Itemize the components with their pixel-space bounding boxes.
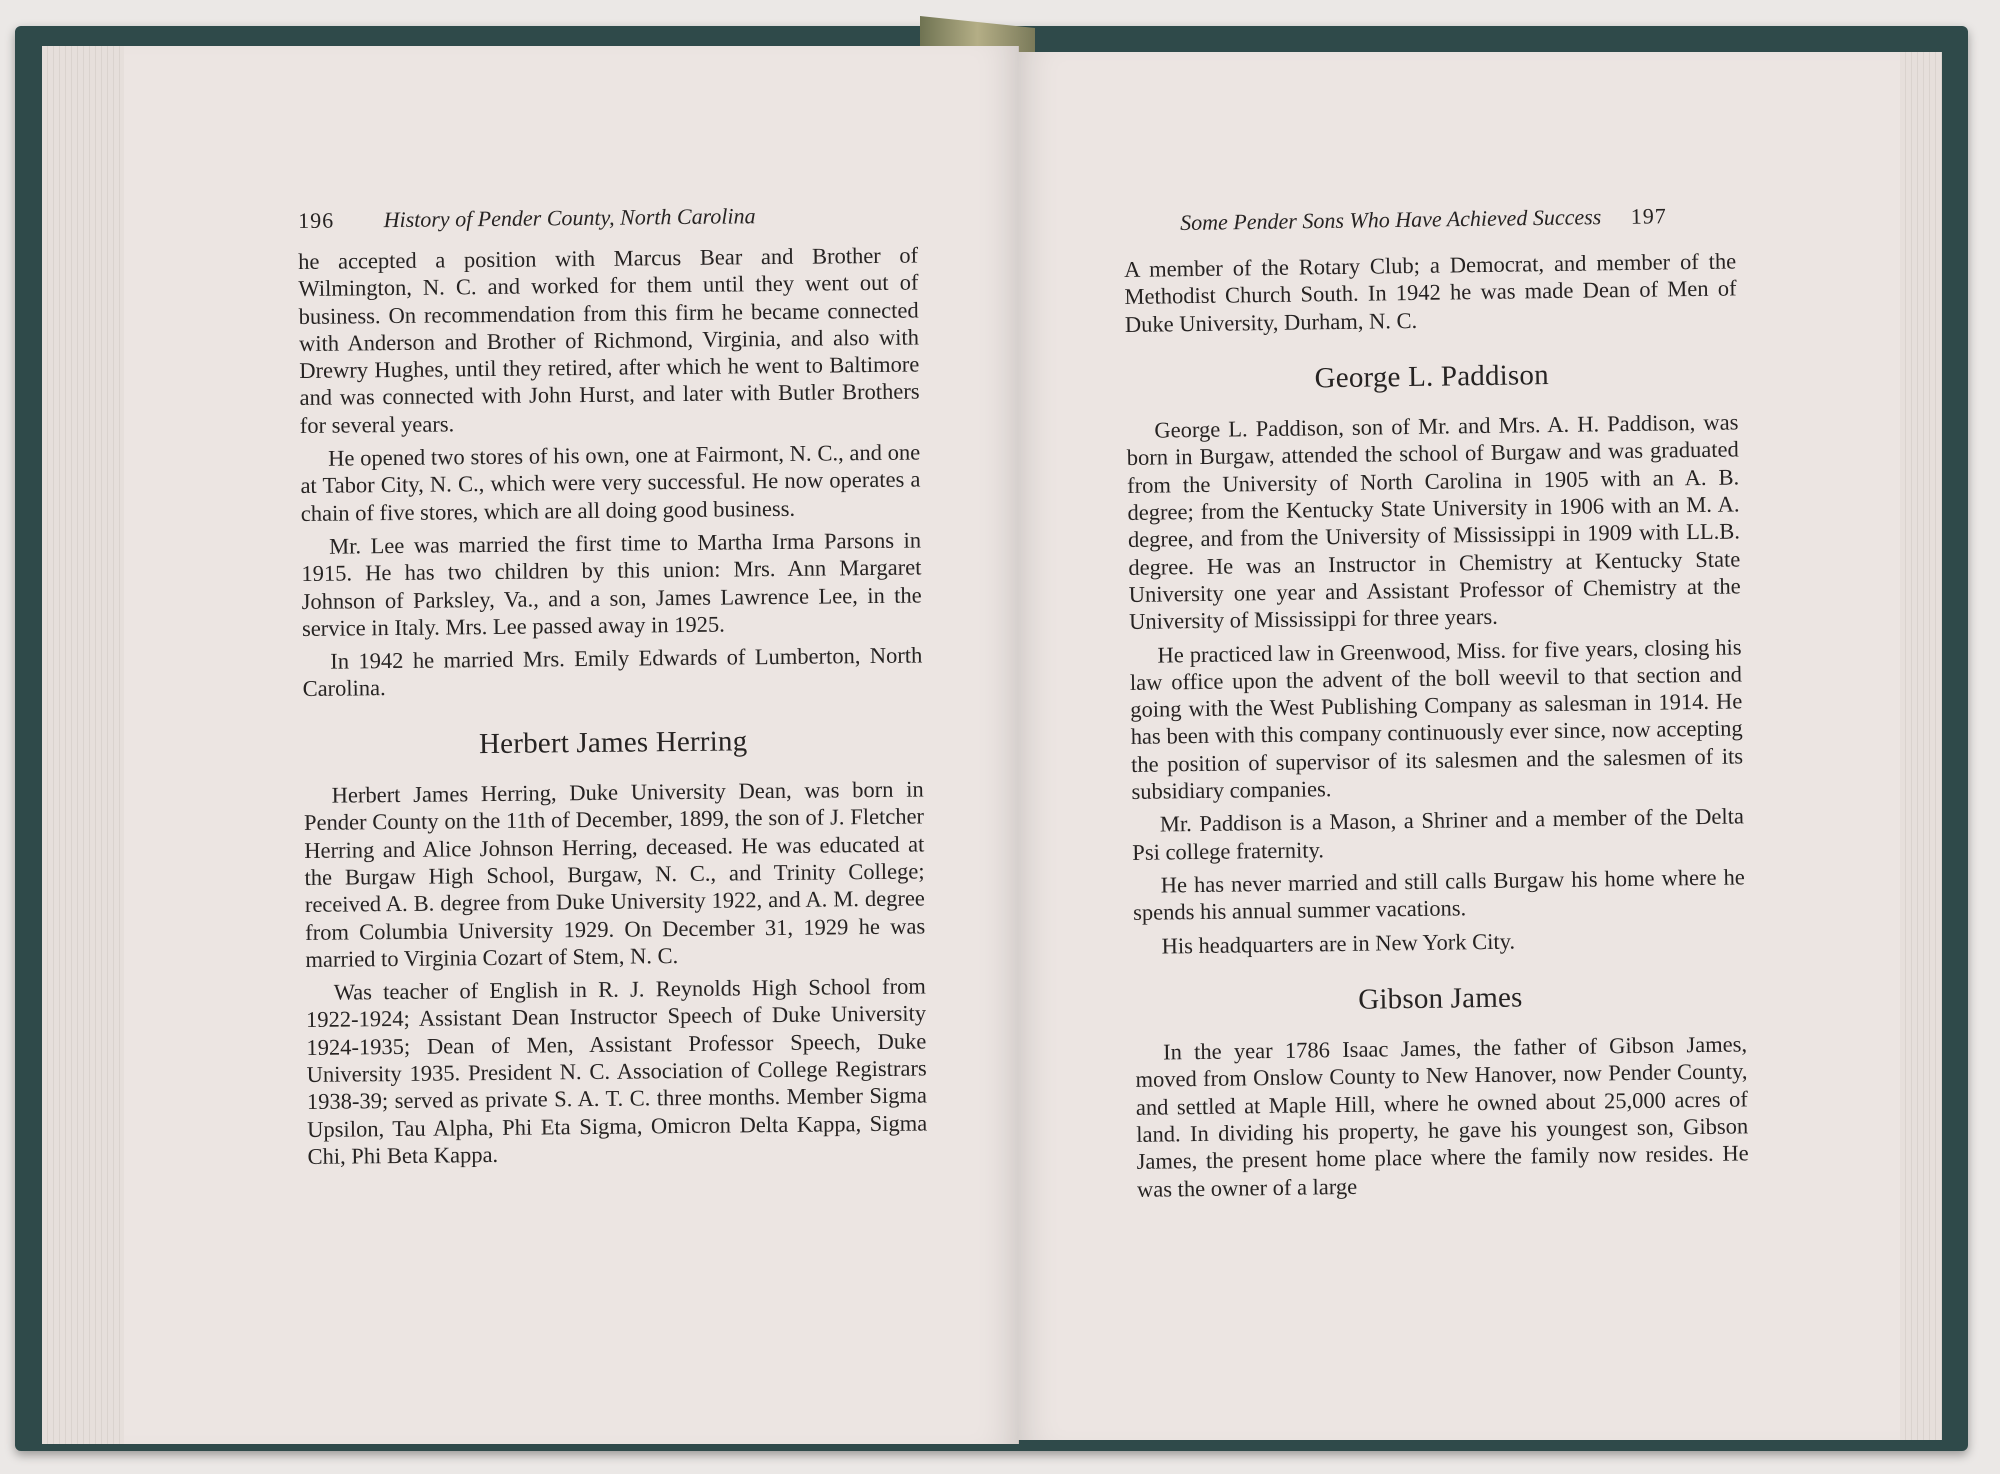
left-page-text xyxy=(298,242,928,1171)
paragraph: A member of the Rotary Club; a Democrat, and member of the Methodist Church South. In 1942 he was made Dean of Men of Duke University, Durham, N. C. xyxy=(1124,248,1737,337)
left-page-edges xyxy=(42,46,124,1444)
right-page-number: 197 xyxy=(1630,203,1667,229)
paragraph: Mr. Paddison is a Mason, a Shriner and a member of the Delta Psi college fraternity. xyxy=(1132,803,1745,865)
right-page-text xyxy=(1124,247,1749,1202)
section-heading-paddison: George L. Paddison xyxy=(1314,358,1550,395)
left-page-number: 196 xyxy=(298,207,335,233)
section-heading-gibson-james: Gibson James xyxy=(1358,981,1523,1016)
paragraph: He opened two stores of his own, one at Fairmont, N. C., and one at Tabor City, N. C., which were very successful. He now operates a chain of five stores, which are all doing good business. xyxy=(300,439,921,526)
section-heading-herring: Herbert James Herring xyxy=(478,725,748,760)
paragraph: Was teacher of English in R. J. Reynolds High School from 1922-1924; Assistant Dean Instructor Speech of Duke University 1924-1935; Dean of Men, Assistant Professor Speech, Duke University 1935. President N. C. Association of College Registrars 1938-39; served as private S. A. T. C. three months. Member Sigma Upsilon, Tau Alpha, Phi Eta Sigma, Omicron Delta Kappa, Sigma Chi, Phi Beta Kappa. xyxy=(305,973,928,1169)
paragraph: In the year 1786 Isaac James, the father of Gibson James, moved from Onslow County to New Hanover, now Pender County, and settled at Maple Hill, where he owned about 25,000 acres of land. In dividing his property, he gave his youngest son, Gibson James, the present home place where the family now resides. He was the owner of a large xyxy=(1135,1031,1749,1202)
paragraph: In 1942 he married Mrs. Emily Edwards of Lumberton, North Carolina. xyxy=(302,642,923,702)
paragraph: He practiced law in Greenwood, Miss. for five years, closing his law office upon the advent of the boll weevil to that section and going with the West Publishing Company as salesman in 1914. He has been with this company continuously ever since, now accepting the position of supervisor of its salesmen and the salesmen of its subsidiary companies. xyxy=(1129,633,1744,804)
paragraph: His headquarters are in New York City. xyxy=(1161,928,1516,959)
paragraph: Mr. Lee was married the first time to Martha Irma Parsons in 1915. He has two children by this union: Mrs. Ann Margaret Johnson of Parksley, Va., and a son, James Lawrence Lee, in the service in Italy. Mrs. Lee passed away in 1925. xyxy=(301,527,922,641)
right-page-edges xyxy=(1900,52,1942,1440)
paragraph: Herbert James Herring, Duke University Dean, was born in Pender County on the 11th of December, 1899, the son of J. Fletcher Herring and Alice Johnson Herring, deceased. He was educated at the Burgaw High School, Burgaw, N. C., and Trinity College; received A. B. degree from Duke University 1922, and A. M. degree from Columbia University 1929. On December 31, 1929 he was married to Virginia Cozart of Stem, N. C. xyxy=(303,776,926,972)
paragraph: George L. Paddison, son of Mr. and Mrs. A. H. Paddison, was born in Burgaw, attended the school of Burgaw and was graduated from the University of North Carolina in 1905 with an A. B. degree; from the Kentucky State University in 1906 with an M. A. degree, and from the University of Mississippi in 1909 with LL.B. degree. He was an Instructor in Chemistry at Kentucky State University one year and Assistant Professor of Chemistry at the University of Mississippi for three years. xyxy=(1126,409,1741,635)
paragraph: He has never married and still calls Burgaw his home where he spends his annual summer vacations. xyxy=(1132,864,1745,926)
right-running-title: Some Pender Sons Who Have Achieved Success xyxy=(1180,204,1602,235)
paragraph: he accepted a position with Marcus Bear and Brother of Wilmington, N. C. and worked for them until they went out of business. On recommendation from this firm he became connected with Anderson and Brother of Richmond, Virginia, and also with Drewry Hughes, until they retired, after which he went to Baltimore and was connected with John Hurst, and later with Butler Brothers for several years. xyxy=(298,242,920,438)
left-running-title: History of Pender County, North Carolina xyxy=(383,203,756,233)
